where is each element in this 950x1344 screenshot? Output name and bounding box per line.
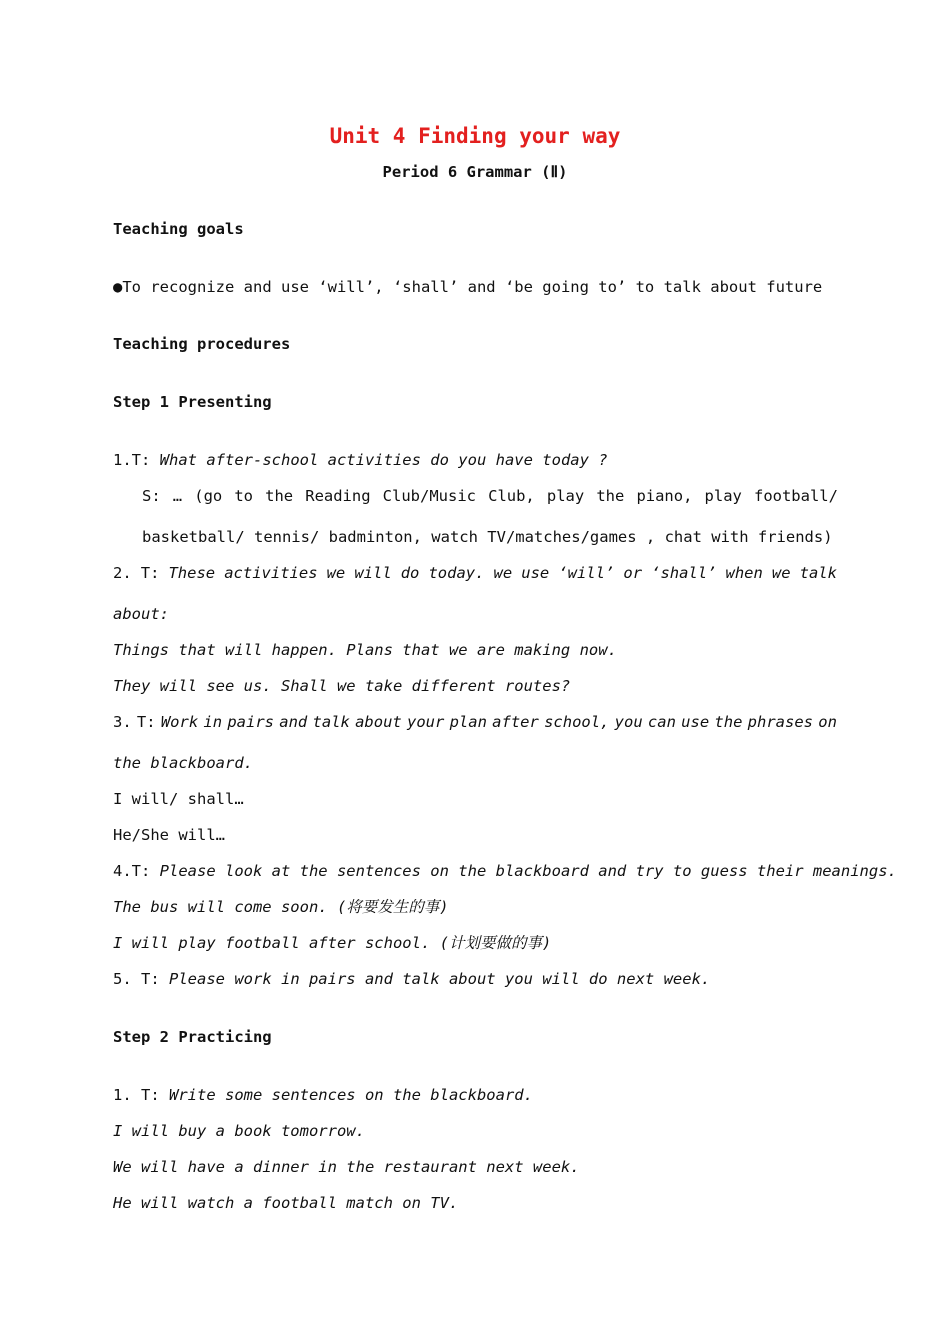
word: the xyxy=(596,487,625,505)
word: ‘shall’ xyxy=(651,564,717,582)
word: talk xyxy=(312,713,350,731)
step1-item-1: 1.T: What after-school activities do you have today ? xyxy=(113,451,608,469)
example-sentence: We will have a dinner in the restaurant next week. xyxy=(113,1158,580,1176)
word: you xyxy=(614,713,643,731)
period-subtitle: Period 6 Grammar (Ⅱ) xyxy=(382,163,568,181)
word: Work xyxy=(160,713,199,731)
word: 3. xyxy=(113,713,132,731)
word: pairs xyxy=(227,713,275,731)
step1-item-5: 5. T: Please work in pairs and talk about you will do next week. xyxy=(113,970,711,988)
teaching-goals-heading: Teaching goals xyxy=(113,220,244,238)
word: can xyxy=(647,713,676,731)
word: Club/Music xyxy=(382,487,476,505)
word: or xyxy=(623,564,643,582)
step1-item-4: 4.T: Please look at the sentences on the blackboard and try to guess their meanings. xyxy=(113,862,897,880)
word: ‘will’ xyxy=(558,564,615,582)
word: talk xyxy=(799,564,837,582)
word: use xyxy=(681,713,710,731)
word: piano, xyxy=(636,487,693,505)
example-sentence: The bus will come soon. (将要发生的事) xyxy=(113,898,449,916)
teaching-procedures-heading: Teaching procedures xyxy=(113,335,291,353)
step1-item-2 xyxy=(113,563,837,583)
word: will xyxy=(354,564,392,582)
word: we xyxy=(771,564,791,582)
example-sentence: He will watch a football match on TV. xyxy=(113,1194,459,1212)
word: and xyxy=(279,713,308,731)
step2-item-1: 1. T: Write some sentences on the blackboard. xyxy=(113,1086,533,1104)
word: football/ xyxy=(753,487,838,505)
word: Club, xyxy=(488,487,535,505)
word: activities xyxy=(224,564,318,582)
student-answer-line-2: basketball/ tennis/ badminton, watch TV/matches/games , chat with friends) xyxy=(142,528,833,546)
word: phrases xyxy=(747,713,813,731)
step1-item-3-end: the blackboard. xyxy=(113,754,253,772)
word: we xyxy=(326,564,346,582)
example-sentence: They will see us. Shall we take different routes? xyxy=(113,677,571,695)
word: 2. xyxy=(113,564,132,582)
example-sentence: I will buy a book tomorrow. xyxy=(113,1122,365,1140)
word: play xyxy=(704,487,742,505)
word: the xyxy=(265,487,294,505)
word: today. xyxy=(428,564,485,582)
phrase-prompt: He/She will… xyxy=(113,826,225,844)
word: your xyxy=(407,713,445,731)
word: when xyxy=(725,564,763,582)
word: (go xyxy=(194,487,223,505)
word: plan xyxy=(449,713,487,731)
word: T: xyxy=(136,713,156,731)
word: use xyxy=(521,564,550,582)
example-sentence: I will play football after school. (计划要做的事) xyxy=(113,934,552,952)
step1-item-2-end: about: xyxy=(113,605,169,623)
unit-title: Unit 4 Finding your way xyxy=(329,124,621,148)
step1-heading: Step 1 Presenting xyxy=(113,393,272,411)
word: S: xyxy=(142,487,161,505)
word: T: xyxy=(140,564,160,582)
phrase-prompt: I will/ shall… xyxy=(113,790,244,808)
example-sentence: Things that will happen. Plans that we are making now. xyxy=(113,641,617,659)
word: about xyxy=(355,713,402,731)
word: after xyxy=(492,713,539,731)
word: Reading xyxy=(305,487,371,505)
word: the xyxy=(714,713,743,731)
step2-heading: Step 2 Practicing xyxy=(113,1028,272,1046)
student-answer-line-1 xyxy=(142,486,838,506)
step1-item-3 xyxy=(113,712,837,732)
bullet-icon: ● xyxy=(113,278,123,296)
word: do xyxy=(400,564,420,582)
word: to xyxy=(234,487,254,505)
goal-item: ●To recognize and use ‘will’, ‘shall’ and ‘be going to’ to talk about future xyxy=(113,278,823,296)
word: school, xyxy=(544,713,610,731)
word: we xyxy=(493,564,513,582)
word: on xyxy=(818,713,837,731)
word: These xyxy=(168,564,216,582)
word: … xyxy=(172,487,183,505)
word: in xyxy=(203,713,223,731)
word: play xyxy=(546,487,585,505)
